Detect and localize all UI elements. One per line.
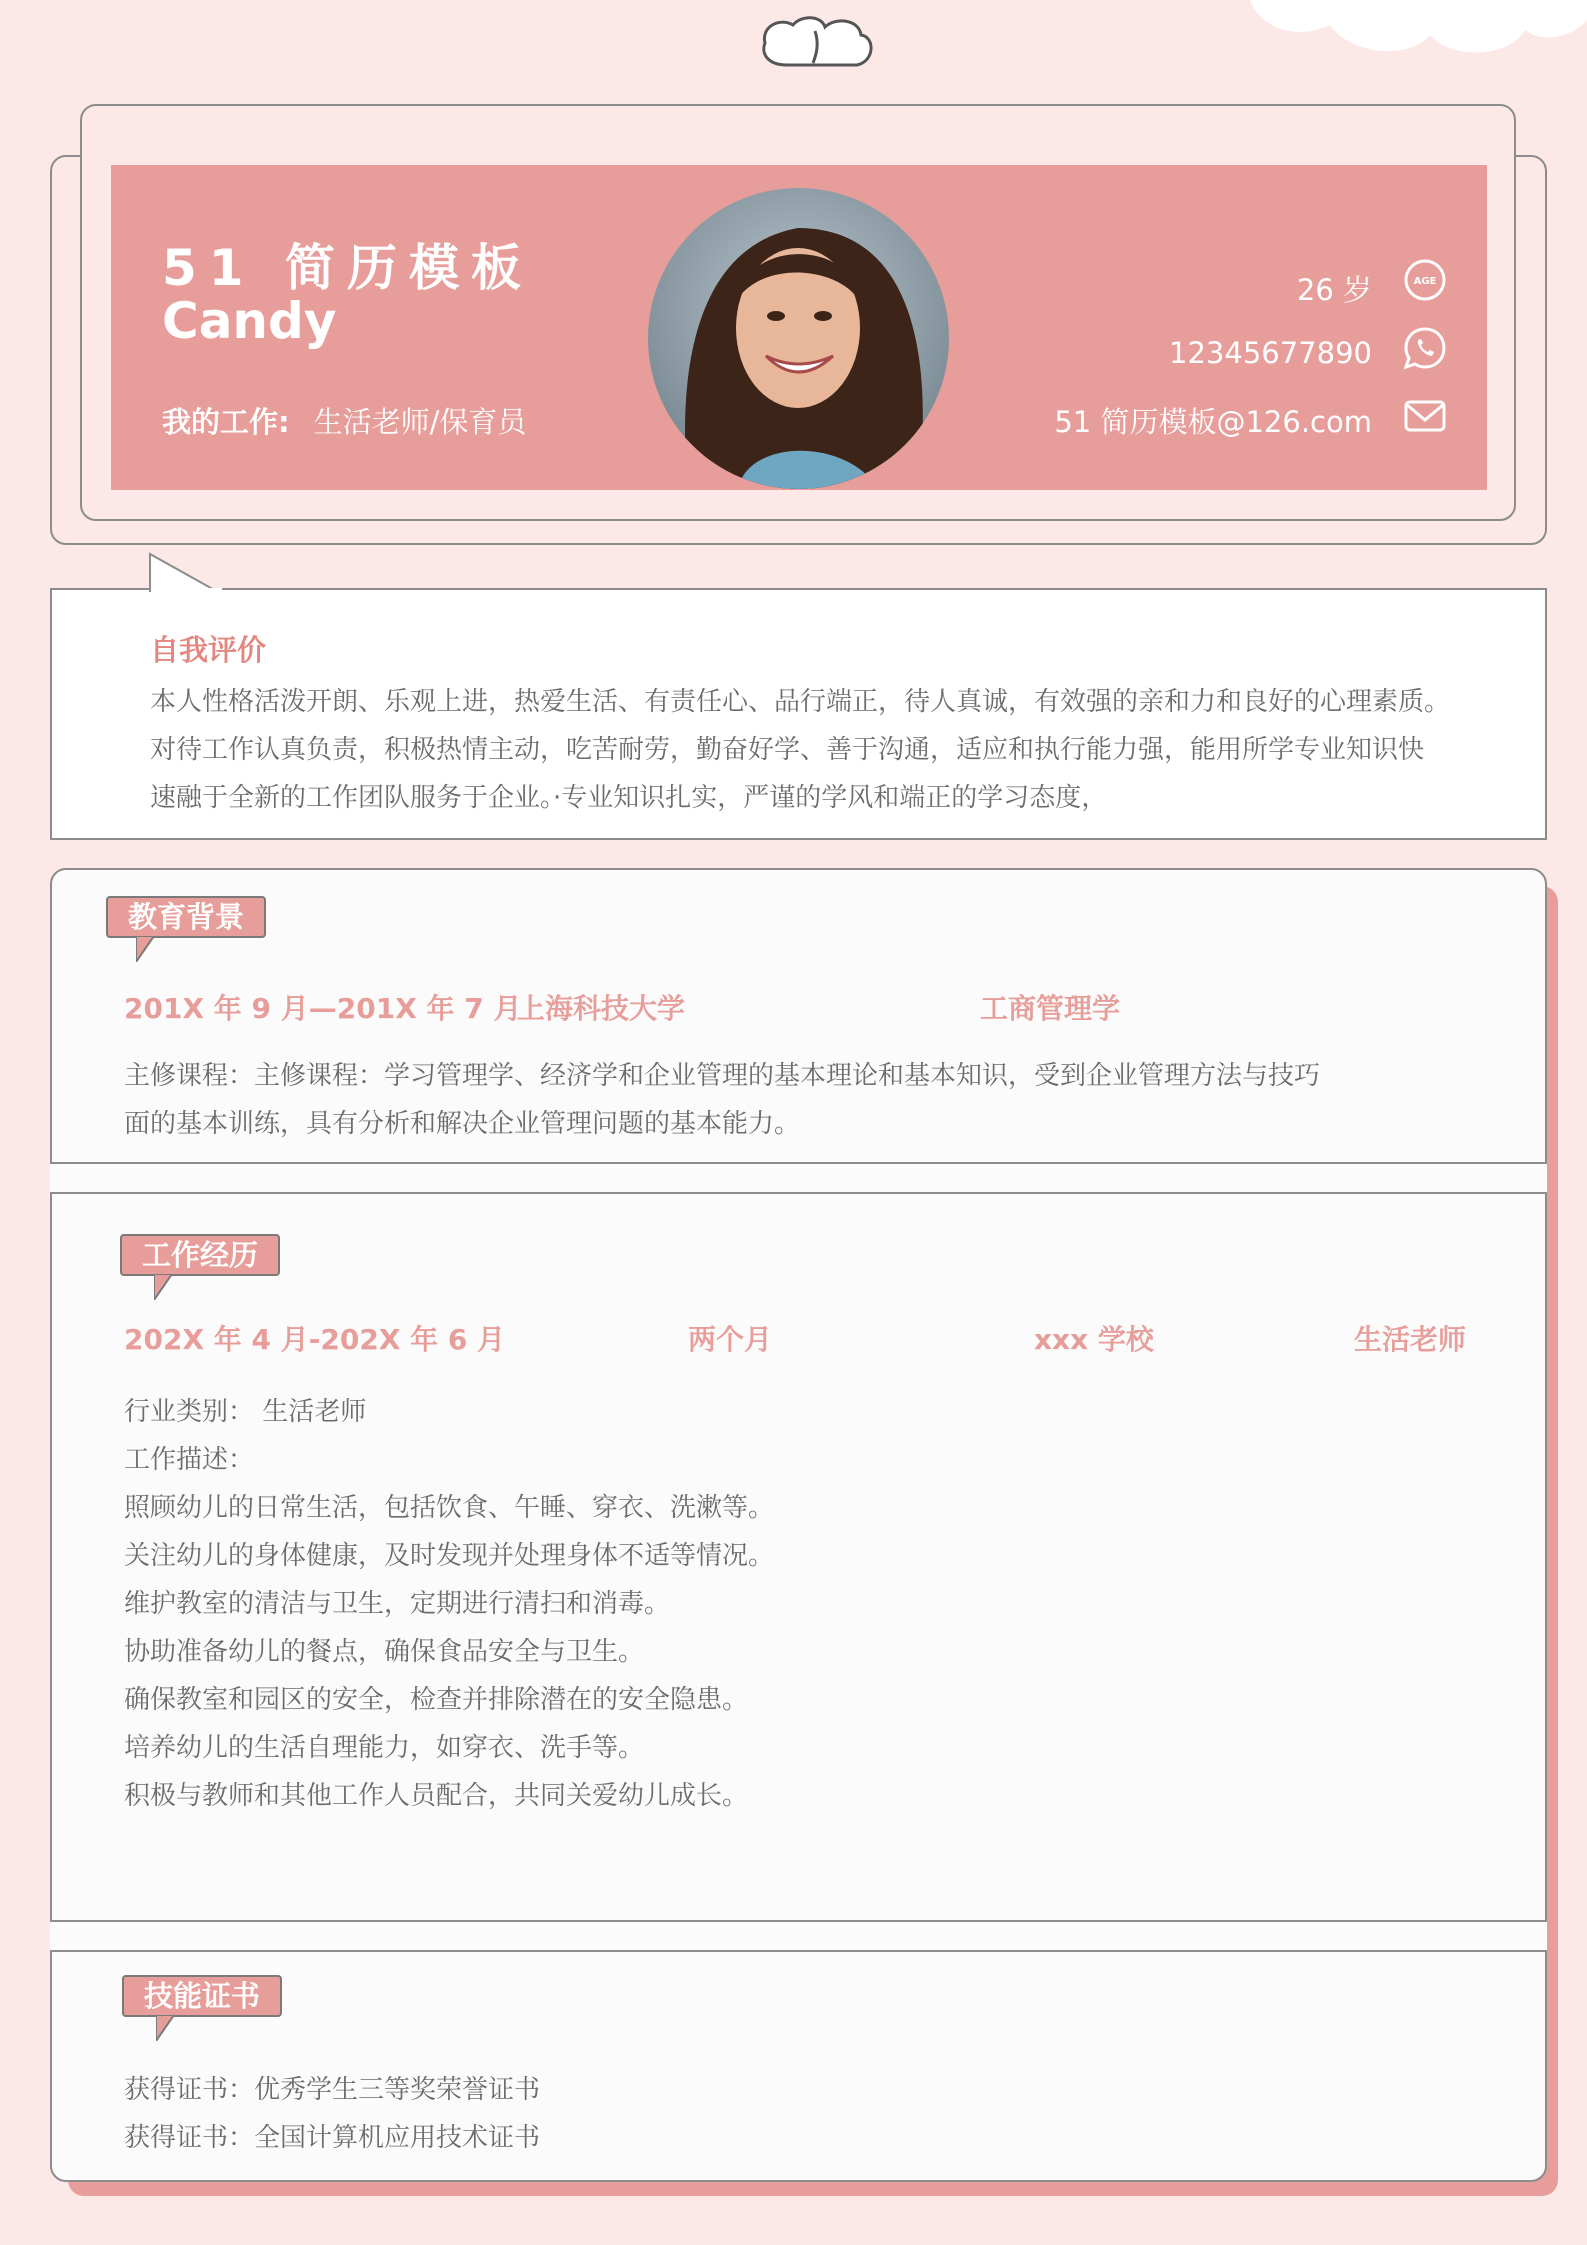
speech-pointer (148, 552, 228, 592)
work-line: 协助准备幼儿的餐点，确保食品安全与卫生。 (124, 1637, 645, 1667)
work-company: xxx 学校 (1034, 1323, 1154, 1356)
work-line: 工作描述： (124, 1445, 255, 1475)
name-english: Candy (162, 292, 337, 350)
self-eval-line: 本人性格活泼开朗、乐观上进，热爱生活、有责任心、品行端正，待人真诚，有效强的亲和力和良好的心理素质。 (150, 687, 1451, 717)
self-eval-line: 对待工作认真负责，积极热情主动，吃苦耐劳，勤奋好学、善于沟通，适应和执行能力强，能用所学专业知识快 (150, 735, 1425, 765)
work-line: 积极与教师和其他工作人员配合，共同关爱幼儿成长。 (124, 1781, 749, 1811)
age-icon (1403, 258, 1447, 302)
self-eval-text (150, 678, 1510, 822)
phone-icon (1403, 326, 1447, 370)
skills-tag: 技能证书 (122, 1975, 282, 2017)
skill-line: 获得证书：全国计算机应用技术证书 (124, 2123, 541, 2153)
avatar-portrait (648, 188, 949, 489)
education-line: 主修课程：主修课程：学习管理学、经济学和企业管理的基本理论和基本知识，受到企业管理方法与技巧 (124, 1061, 1321, 1091)
self-eval-title: 自我评价 (150, 633, 267, 667)
job-line (162, 400, 526, 441)
tag-pointer (154, 1274, 174, 1300)
mail-icon (1403, 394, 1447, 438)
work-line: 行业类别： 生活老师 (124, 1397, 367, 1427)
tag-pointer (156, 2015, 176, 2041)
avatar (648, 188, 949, 489)
self-eval-line: 速融于全新的工作团队服务于企业。·专业知识扎实，严谨的学风和端正的学习态度， (150, 783, 1108, 813)
work-line: 培养幼儿的生活自理能力，如穿衣、洗手等。 (124, 1733, 645, 1763)
tag-pointer (136, 936, 156, 962)
phone-text: 12345677890 (1169, 336, 1372, 370)
education-school: 上海科技大学 (517, 992, 686, 1025)
work-line: 维护教室的清洁与卫生，定期进行清扫和消毒。 (124, 1589, 671, 1619)
work-line: 确保教室和园区的安全，检查并排除潜在的安全隐患。 (124, 1685, 749, 1715)
section-divider (50, 1920, 1547, 1952)
education-tag: 教育背景 (106, 896, 266, 938)
education-major: 工商管理学 (980, 992, 1121, 1025)
education-description (124, 1052, 1504, 1148)
work-line: 照顾幼儿的日常生活，包括饮食、午睡、穿衣、洗漱等。 (124, 1493, 775, 1523)
age-text: 26 岁 (1296, 273, 1372, 307)
cloud-corner-icon (1240, 0, 1587, 70)
work-period: 202X 年 4 月-202X 年 6 月 (124, 1323, 506, 1356)
job-value: 生活老师/保育员 (313, 405, 527, 439)
age-icon-label: AGE (1413, 276, 1437, 287)
education-period: 201X 年 9 月—201X 年 7 月 (124, 992, 522, 1025)
email-text: 51 简历模板@126.com (1054, 405, 1372, 439)
skill-line: 获得证书：优秀学生三等奖荣誉证书 (124, 2075, 541, 2105)
work-description (124, 1388, 1504, 1820)
work-tag: 工作经历 (120, 1234, 280, 1276)
work-duration: 两个月 (688, 1323, 773, 1356)
skills-list (124, 2066, 1504, 2162)
job-label: 我的工作: (162, 405, 290, 439)
cloud-decoration-icon (757, 13, 879, 69)
work-position: 生活老师 (1354, 1323, 1467, 1356)
name-chinese: 51 简历模板 (162, 239, 533, 297)
education-line: 面的基本训练，具有分析和解决企业管理问题的基本能力。 (124, 1109, 801, 1139)
work-line: 关注幼儿的身体健康，及时发现并处理身体不适等情况。 (124, 1541, 775, 1571)
section-divider (50, 1162, 1547, 1194)
